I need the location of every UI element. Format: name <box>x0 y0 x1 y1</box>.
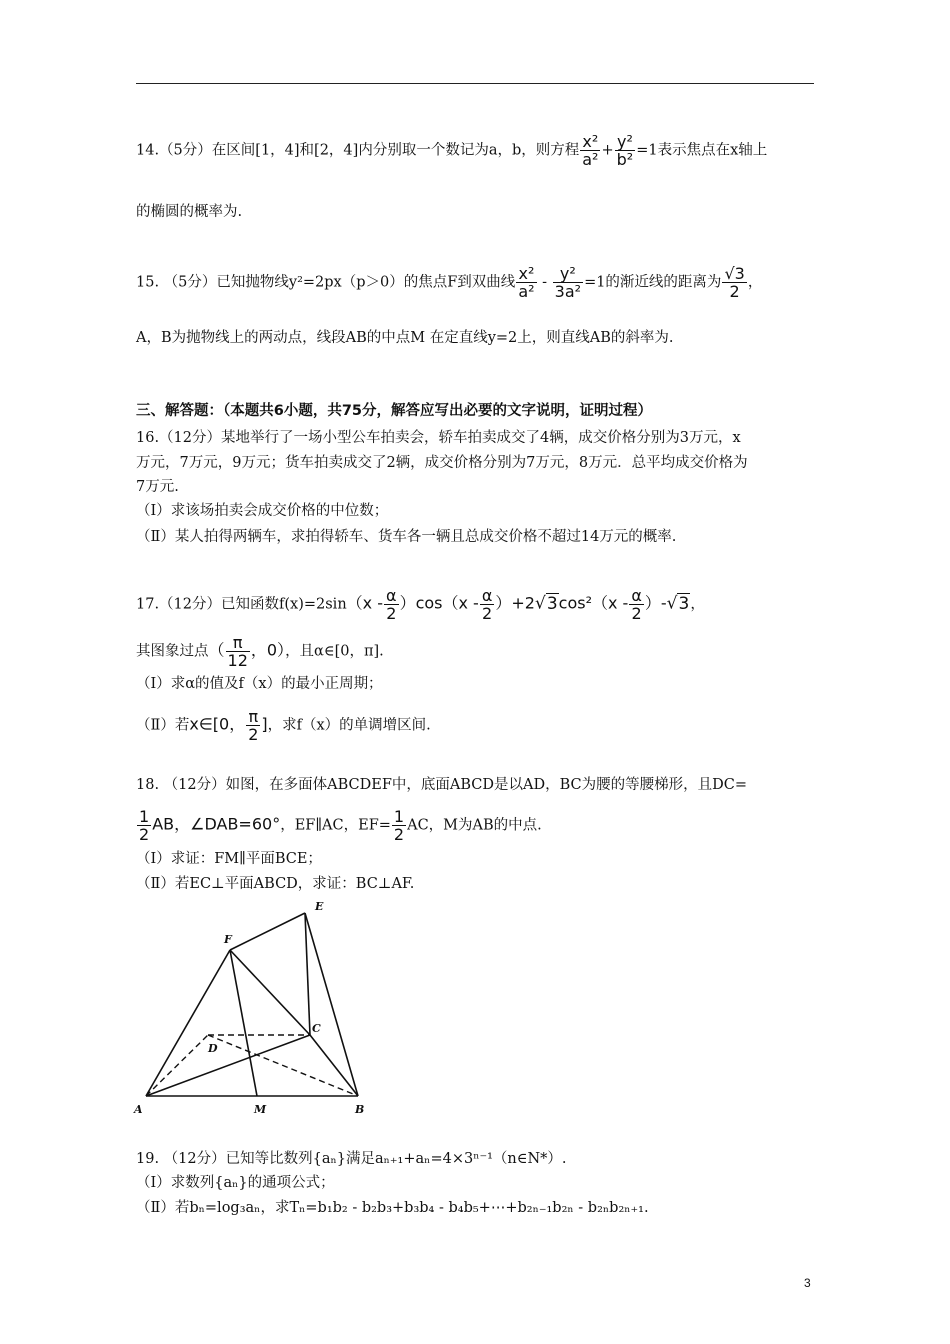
q17-sqrt3: √3 <box>534 593 558 614</box>
edge-FE <box>230 913 305 950</box>
q17-frac-pi2: $\frac{\pi}{2}$ <box>248 707 259 744</box>
q17-part2: （Ⅱ）若x∈[0， $\frac{\pi}{2}$ ]，求f（x）的单调增区间. <box>136 707 431 744</box>
q19-part2: （Ⅱ）若bₙ=log₃aₙ，求Tₙ=b₁b₂ - b₂b₃+b₃b₄ - b₄b₅+⋯+b₂ₙ₋₁b₂ₙ - b₂ₙb₂ₙ₊₁. <box>136 1200 649 1216</box>
q18-part2: （Ⅱ）若EC⊥平面ABCD，求证：BC⊥AF. <box>136 876 415 892</box>
header-rule <box>136 83 814 84</box>
label-C: C <box>312 1022 321 1035</box>
label-B: B <box>355 1103 365 1116</box>
q18-frac-half-2: $\frac{1}{2}$ <box>393 807 405 844</box>
q17-frac-alpha-2: $\frac{\alpha}{2}$ <box>481 586 493 623</box>
q15-frac-y: $\frac{\text{y²}}{\text{3a²}}$ <box>554 264 582 301</box>
q17-sqrt3-b: √3 <box>666 593 690 614</box>
q19-part1: （Ⅰ）求数列{aₙ}的通项公式； <box>136 1175 335 1191</box>
q14-frac-y: $\frac{\text{y²}}{\text{b²}}$ <box>616 132 634 169</box>
label-D: D <box>208 1042 218 1055</box>
edge-EC <box>305 913 310 1035</box>
polyhedron-figure <box>130 895 380 1120</box>
edge-FM <box>230 950 257 1096</box>
q18-part1: （Ⅰ）求证：FM∥平面BCE； <box>136 851 322 867</box>
q16-line3: 7万元. <box>136 479 179 495</box>
q15-frac-sqrt3: $\frac{√3}{2}$ <box>724 264 745 301</box>
q19-line1: 19. （12分）已知等比数列{aₙ}满足aₙ₊₁+aₙ=4×3ⁿ⁻¹（n∈N*）. <box>136 1151 567 1167</box>
edge-AF <box>146 950 230 1096</box>
label-F: F <box>224 933 232 946</box>
q15-line2: A，B为抛物线上的两动点，线段AB的中点M 在定直线y=2上，则直线AB的斜率为. <box>136 330 674 346</box>
q17-line1: 17.（12分）已知函数f(x)=2sin（x - $\frac{\alpha}{2}$ ）cos（x - $\frac{\alpha}{2}$ ）+2√3cos²（x - $\frac{\alpha}{2}$ ）-√3， <box>136 586 705 623</box>
edge-CB <box>310 1035 358 1096</box>
q16-part2: （Ⅱ）某人拍得两辆车，求拍得轿车、货车各一辆且总成交价格不超过14万元的概率. <box>136 529 677 545</box>
q16-line1: 16.（12分）某地举行了一场小型公车拍卖会，轿车拍卖成交了4辆，成交价格分别为3万元，x <box>136 430 741 446</box>
q14-line1: 14.（5分）在区间[1，4]和[2，4]内分别取一个数记为a，b，则方程 $\frac{\text{x²}}{\text{a²}}$ + $\frac{\text{y²}}{\text{b²}}$ =1表示焦点在x轴上 <box>136 132 768 169</box>
q14-text: 14.（5分）在区间[1，4]和[2，4]内分别取一个数记为a，b，则方程 <box>136 142 580 159</box>
edge-AC <box>146 1035 310 1096</box>
edge-EB <box>305 913 358 1096</box>
q17-line2: 其图象过点（ $\frac{\pi}{12}$ ，0），且α∈[0，π]. <box>136 633 384 670</box>
edge-FC <box>230 950 310 1035</box>
q18-line2: $\frac{1}{2}$ AB，∠DAB=60°，EF∥AC，EF= $\frac{1}{2}$ AC，M为AB的中点. <box>139 807 542 844</box>
q17-frac-alpha-1: $\frac{\alpha}{2}$ <box>386 586 397 623</box>
q17-frac-pi12: $\frac{\pi}{12}$ <box>227 633 248 670</box>
q18-frac-half-1: $\frac{1}{2}$ <box>139 807 150 844</box>
page-number: 3 <box>804 1276 811 1290</box>
q17-frac-alpha-3: $\frac{\alpha}{2}$ <box>631 586 642 623</box>
q15-line1: 15. （5分）已知抛物线y²=2px（p＞0）的焦点F到双曲线 $\frac{\text{x²}}{\text{a²}}$ - $\frac{\text{y²}}{\text{3a²}}$ =1的渐近线的距离为 $\frac{√3}{2}$ ， <box>136 264 763 301</box>
section-heading: 三、解答题：（本题共6小题，共75分，解答应写出必要的文字说明，证明过程） <box>136 403 653 419</box>
q16-line2: 万元，7万元，9万元；货车拍卖成交了2辆，成交价格分别为7万元，8万元．总平均成交价格为 <box>136 455 748 471</box>
label-A: A <box>134 1103 143 1116</box>
q16-part1: （Ⅰ）求该场拍卖会成交价格的中位数； <box>136 503 389 519</box>
edge-DB <box>208 1035 358 1096</box>
q18-line1: 18. （12分）如图，在多面体ABCDEF中，底面ABCD是以AD，BC为腰的等腰梯形，且DC= <box>136 777 747 793</box>
q14-frac-x: $\frac{\text{x²}}{\text{a²}}$ <box>582 132 599 169</box>
q15-frac-x: $\frac{\text{x²}}{\text{a²}}$ <box>518 264 535 301</box>
edge-AD <box>146 1035 208 1096</box>
label-E: E <box>315 900 324 913</box>
q14-line2: 的椭圆的概率为. <box>136 204 243 220</box>
q17-part1: （Ⅰ）求α的值及f（x）的最小正周期； <box>136 676 383 692</box>
label-M: M <box>254 1103 267 1116</box>
